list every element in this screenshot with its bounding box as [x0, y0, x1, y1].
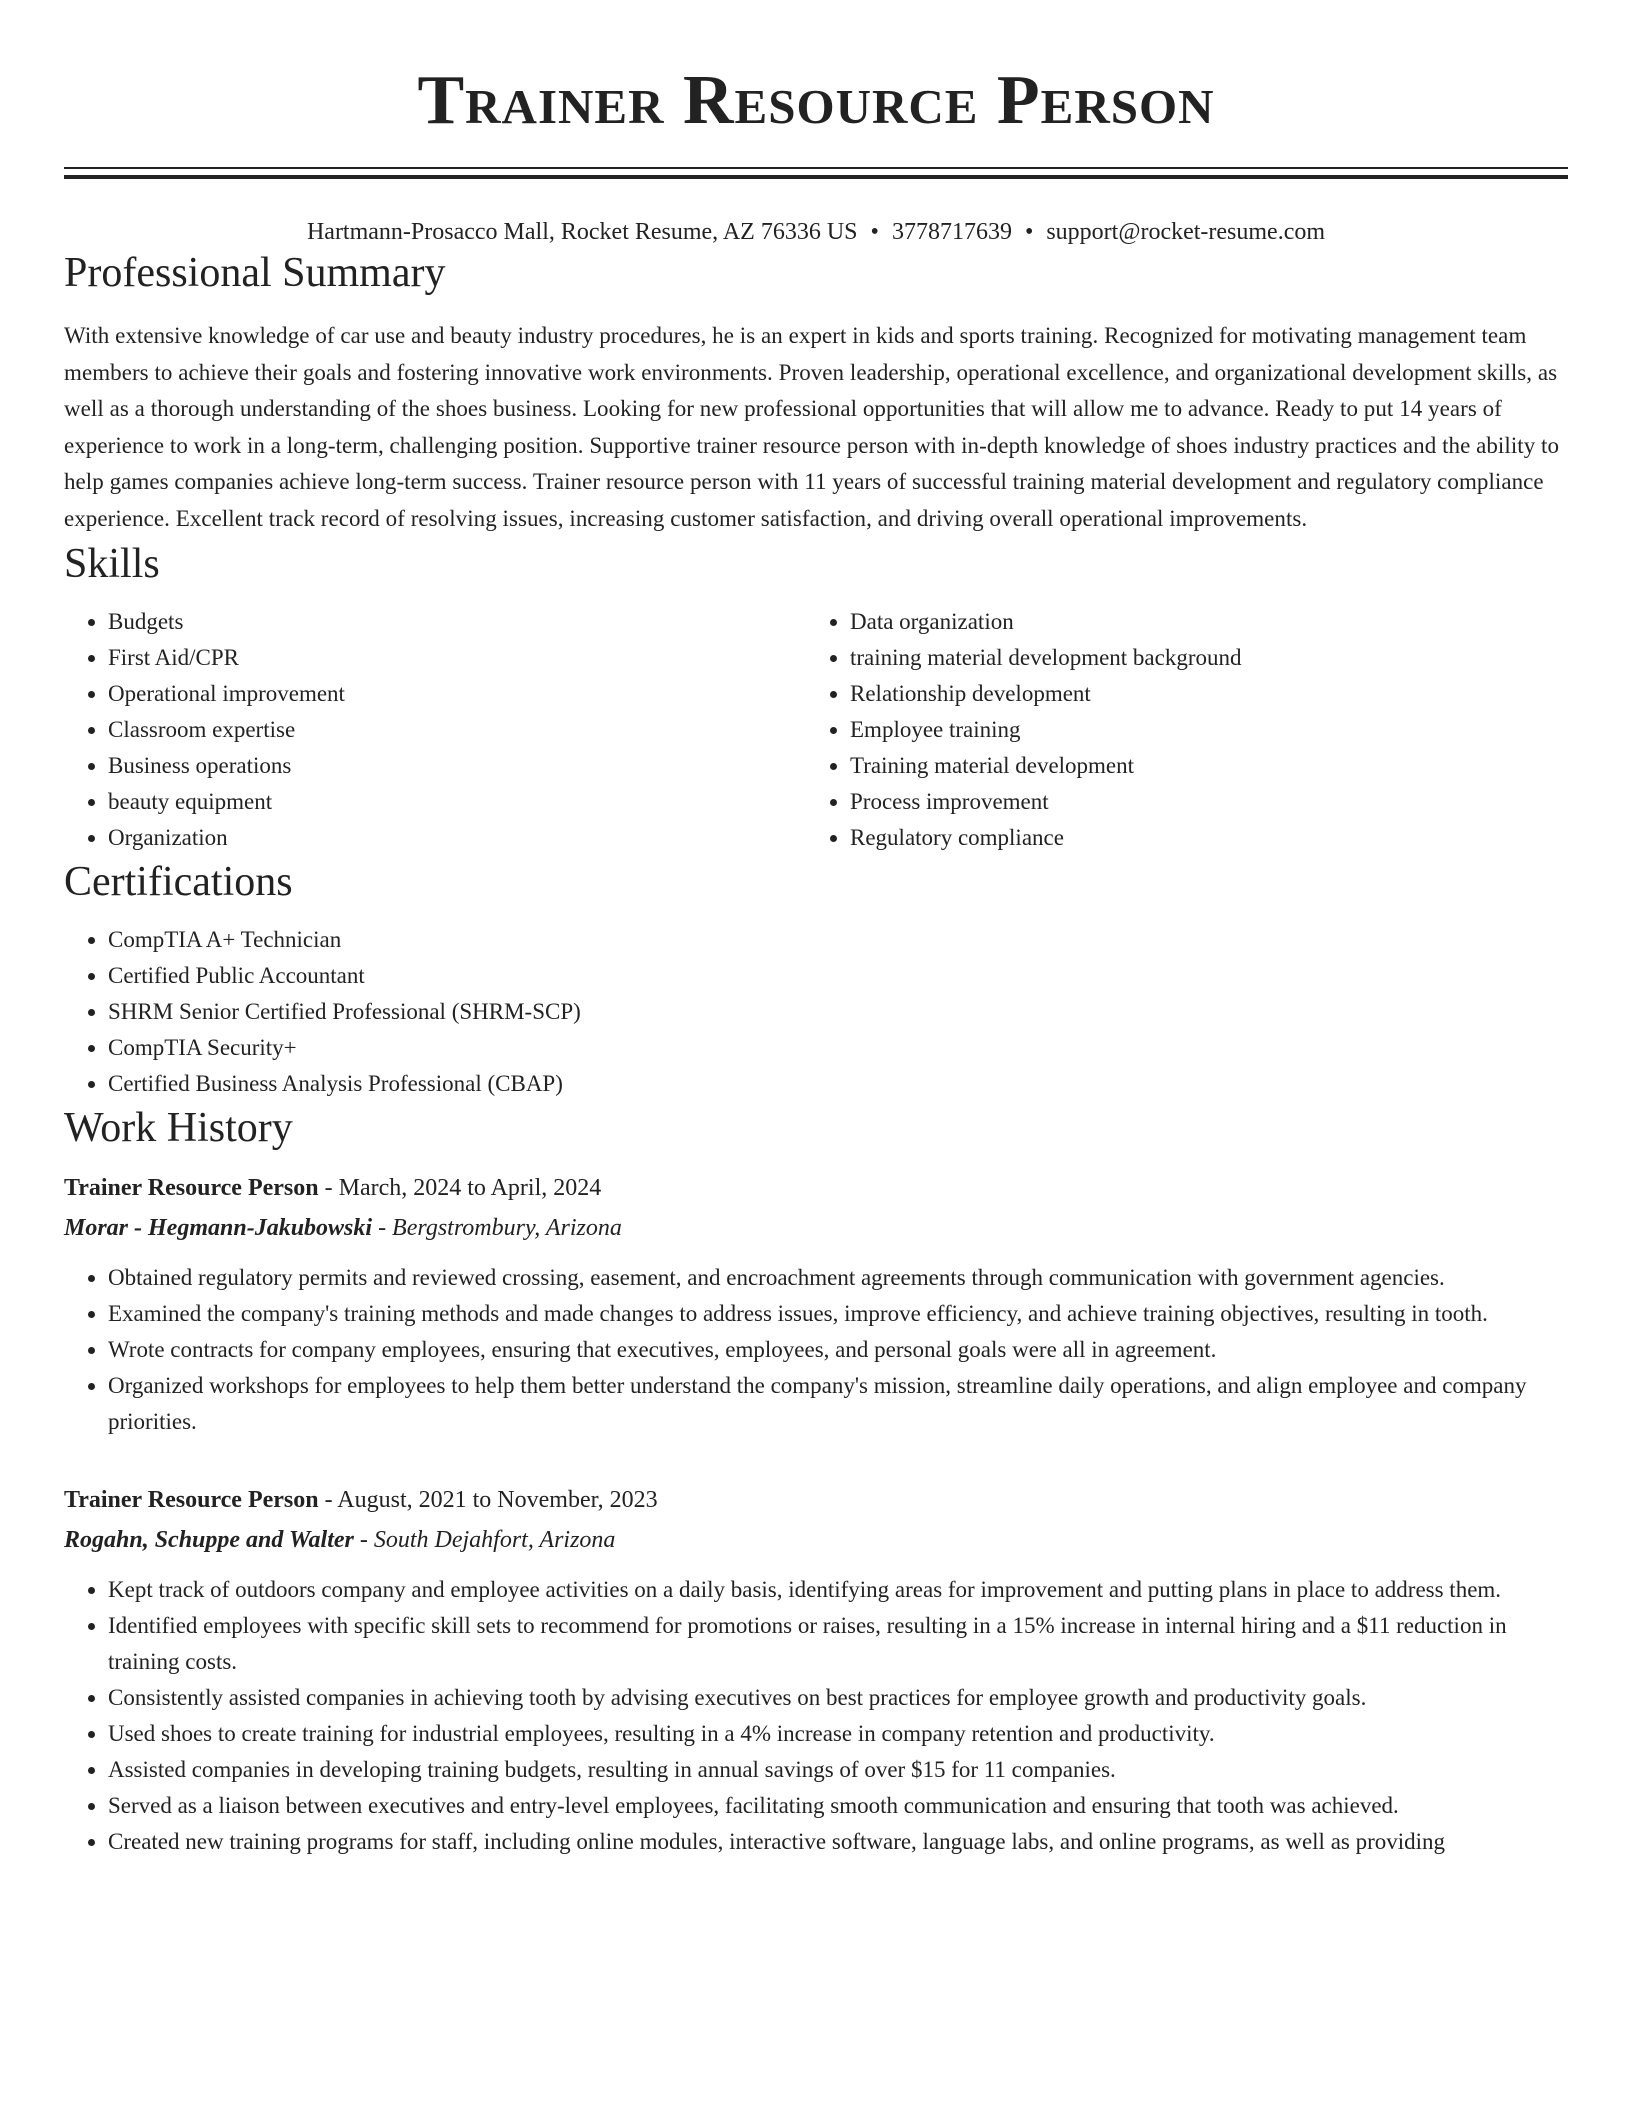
job-company: Morar - Hegmann-Jakubowski	[64, 1214, 373, 1241]
job-bullet: • Organized workshops for employees to help them better understand the company's mission, streamline daily operations, and align employee and company priorities.	[108, 1368, 1568, 1440]
job-bullet: • Consistently assisted companies in achieving tooth by advising executives on best practices for employee growth and productivity goals.	[108, 1680, 1568, 1716]
contact-line	[64, 217, 1568, 247]
job-title-line	[64, 1168, 1568, 1208]
job-bullets	[64, 1260, 1568, 1440]
skill-item: • Data organization	[850, 604, 1548, 640]
certifications-heading: Certifications	[64, 858, 293, 905]
skill-item: • Process improvement	[850, 784, 1548, 820]
skill-item: • Organization	[108, 820, 806, 856]
job-location: - Bergstrombury, Arizona	[372, 1214, 622, 1241]
skill-item: • Employee training	[850, 712, 1548, 748]
job-title: Trainer Resource Person	[64, 1174, 319, 1201]
certification-item: • CompTIA Security+	[108, 1030, 1568, 1066]
work-history-heading: Work History	[64, 1104, 293, 1151]
certification-item: • SHRM Senior Certified Professional (SHRM-SCP)	[108, 994, 1568, 1030]
job-title-line	[64, 1480, 1568, 1520]
certification-item: • Certified Public Accountant	[108, 958, 1568, 994]
header-rule-thick	[64, 175, 1568, 179]
job-company-line	[64, 1520, 1568, 1560]
skill-item: • training material development background	[850, 640, 1548, 676]
skill-item: • Classroom expertise	[108, 712, 806, 748]
job-entry	[64, 1480, 1568, 1860]
skill-item: • Business operations	[108, 748, 806, 784]
job-entry	[64, 1168, 1568, 1440]
certification-item: • CompTIA A+ Technician	[108, 922, 1568, 958]
job-bullet: • Obtained regulatory permits and reviewed crossing, easement, and encroachment agreements through communication with government agencies.	[108, 1260, 1568, 1296]
skill-item: • beauty equipment	[108, 784, 806, 820]
summary-text: With extensive knowledge of car use and beauty industry procedures, he is an expert in kids and sports training. Recognized for motivating management team members to achieve their goals and fostering innovative work environments. Proven leadership, operational excellence, and organizational development skills, as well as a thorough understanding of the shoes business. Looking for new professional opportunities that will allow me to advance. Ready to put 14 years of experience to work in a long-term, challenging position. Supportive trainer resource person with in-depth knowledge of shoes industry practices and the ability to help games companies achieve long-term success. Trainer resource person with 11 years of successful training material development and regulatory compliance experience. Excellent track record of resolving issues, increasing customer satisfaction, and driving overall operational improvements.	[64, 323, 1560, 531]
job-bullet: • Identified employees with specific skill sets to recommend for promotions or raises, resulting in a 15% increase in internal hiring and a $11 reduction in training costs.	[108, 1608, 1568, 1680]
skills-right-list	[806, 604, 1548, 856]
job-bullet: • Served as a liaison between executives and entry-level employees, facilitating smooth communication and ensuring that tooth was achieved.	[108, 1788, 1568, 1824]
certifications-list	[64, 922, 1568, 1102]
job-bullets	[64, 1572, 1568, 1860]
skill-item: • Relationship development	[850, 676, 1548, 712]
contact-email: support@rocket-resume.com	[1046, 219, 1326, 245]
skills-heading: Skills	[64, 540, 160, 587]
job-company: Rogahn, Schuppe and Walter	[64, 1526, 354, 1553]
candidate-name: Trainer Resource Person	[417, 62, 1215, 139]
skill-item: • Training material development	[850, 748, 1548, 784]
skill-item: • First Aid/CPR	[108, 640, 806, 676]
job-title: Trainer Resource Person	[64, 1486, 319, 1513]
certification-item: • Certified Business Analysis Professional (CBAP)	[108, 1066, 1568, 1102]
job-dates: - March, 2024 to April, 2024	[318, 1174, 602, 1201]
contact-separator: •	[870, 219, 879, 245]
skills-left-list	[64, 604, 806, 856]
job-bullet: • Examined the company's training methods and made changes to address issues, improve efficiency, and achieve training objectives, resulting in tooth.	[108, 1296, 1568, 1332]
skill-item: • Budgets	[108, 604, 806, 640]
job-company-line	[64, 1208, 1568, 1248]
contact-address: Hartmann-Prosacco Mall, Rocket Resume, AZ 76336 US	[306, 219, 858, 245]
job-bullet: • Wrote contracts for company employees, ensuring that executives, employees, and personal goals were all in agreement.	[108, 1332, 1568, 1368]
contact-phone: 3778717639	[891, 219, 1012, 245]
skill-item: • Operational improvement	[108, 676, 806, 712]
job-location: - South Dejahfort, Arizona	[353, 1526, 616, 1553]
job-dates: - August, 2021 to November, 2023	[318, 1486, 658, 1513]
job-bullet: • Created new training programs for staff, including online modules, interactive software, language labs, and online programs, as well as providing	[108, 1824, 1568, 1860]
job-bullet: • Assisted companies in developing training budgets, resulting in annual savings of over $15 for 11 companies.	[108, 1752, 1568, 1788]
skill-item: • Regulatory compliance	[850, 820, 1548, 856]
skills-columns	[64, 604, 1568, 856]
resume-page	[64, 0, 1568, 1860]
header-rule-thin	[64, 167, 1568, 169]
contact-separator: •	[1024, 219, 1034, 245]
summary-heading: Professional Summary	[64, 250, 446, 296]
job-bullet: • Kept track of outdoors company and employee activities on a daily basis, identifying areas for improvement and putting plans in place to address them.	[108, 1572, 1568, 1608]
job-bullet: • Used shoes to create training for industrial employees, resulting in a 4% increase in company retention and productivity.	[108, 1716, 1568, 1752]
